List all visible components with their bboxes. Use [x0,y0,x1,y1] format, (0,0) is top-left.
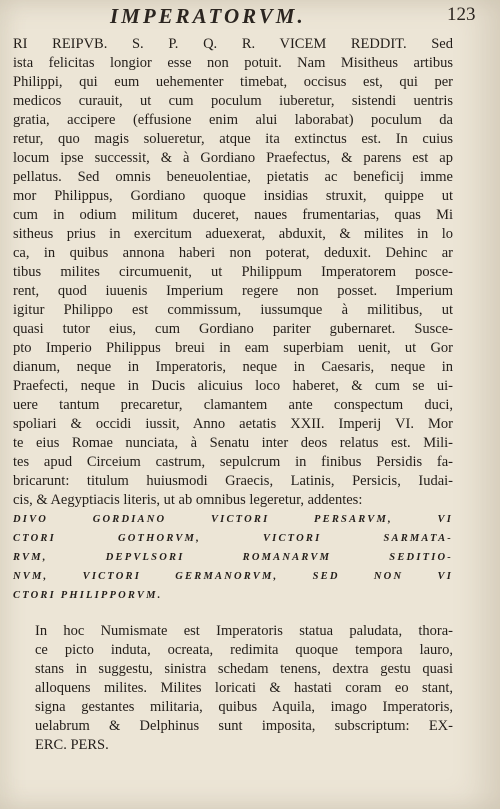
text-line: ca, in quibus annona haberi non poterat, deduxit. Dehinc ar [13,245,453,261]
main-text [13,35,453,755]
paragraph-gap [13,605,453,622]
text-line: quasi tutor eius, cum Gordiano pariter gubernaret. Susce- [13,321,453,337]
paragraph-coin-description [13,622,453,755]
text-line: signa gestantes militaria, quibus Aquila, imago Imperatoris, [35,699,453,715]
text-line: tes apud Circeium castrum, sepulcrum in finibus Persidis fa- [13,454,453,470]
text-line: te eius Romae nunciata, à Senatu inter deos relatus est. Mili- [13,435,453,451]
text-line: NVM, VICTORI GERMANORVM, SED NON VI [13,571,453,582]
text-line: dianum, neque in Imperatoris, neque in Caesaris, neque in [13,359,453,375]
paragraph-narrative [13,35,453,510]
text-line: retur, quo magis solueretur, atque ita extinctus est. In cuius [13,131,453,147]
text-line: Philippi, qui eum uehementer timebat, occisus est, qui per [13,74,453,90]
text-line: igitur Philippo est commissum, iussumque à militibus, ut [13,302,453,318]
text-line: DIVO GORDIANO VICTORI PERSARVM, VI [13,514,453,525]
text-line: spoliari & occidi iussit, Anno aetatis XXII. Imperij VI. Mor [13,416,453,432]
text-line: medicos curauit, ut cum poculum iuberetur, sistendi uentris [13,93,453,109]
text-line: uere tantum precaretur, clamantem ante conspectum duci, [13,397,453,413]
text-line: stans in suggestu, sinistra schedam tenens, dextra gestu quasi [35,661,453,677]
text-line: Praefecti, neque in Ducis alicuius loco haberet, & cum se ui- [13,378,453,394]
text-line: cum in odium militum duceret, naues frumentarias, quas Mi [13,207,453,223]
text-line: uelabrum & Delphinus sunt imposita, subscriptum: EX- [35,718,453,734]
text-line: ce picto induta, ocreata, redimita quoque tempora lauro, [35,642,453,658]
text-line: cis, & Aegyptiacis literis, ut ab omnibus legeretur, addentes: [13,492,363,508]
text-line: CTORI GOTHORVM, VICTORI SARMATA- [13,533,453,544]
page-header [0,2,500,32]
inscription-block [13,510,453,605]
text-line: RVM, DEPVLSORI ROMANARVM SEDITIO- [13,552,453,563]
text-line: mor Philippus, Gordiano quoque insidias struxit, quippe ut [13,188,453,204]
text-line: locum ipse successit, & à Gordiano Praefectus, & parens est ap [13,150,453,166]
text-line: RI REIPVB. S. P. Q. R. VICEM REDDIT. Sed [13,36,453,52]
text-line: alloquens milites. Milites loricati & hastati coram eo stant, [35,680,453,696]
text-line: bricarunt: titulum huiusmodi Graecis, Latinis, Persicis, Iudai- [13,473,453,489]
text-line: pellatus. Sed omnis beneuolentiae, pietatis ac beneficij imme [13,169,453,185]
text-line: pto Imperio Philippus breui in eam superbiam uenit, ut Gor [13,340,453,356]
text-line: ERC. PERS. [35,737,109,753]
text-line: rent, quod iuuenis Imperium regere non posset. Imperium [13,283,453,299]
running-title: IMPERATORVM. [110,4,306,28]
text-line: gratia, accipere (effusione enim alui laborabat) poculum da [13,112,453,128]
page-number: 123 [447,4,476,25]
text-line: sitheus prius in exercitum aduexerat, abduxit, & milites in lo [13,226,453,242]
text-line: In hoc Numismate est Imperatoris statua paludata, thora- [35,623,453,639]
text-line: CTORI PHILIPPORVM. [13,590,163,601]
text-line: ista felicitas longior esse non potuit. Nam Misitheus artibus [13,55,453,71]
text-line: tibus milites circumuenit, ut Philippum Imperatorem posce- [13,264,453,280]
